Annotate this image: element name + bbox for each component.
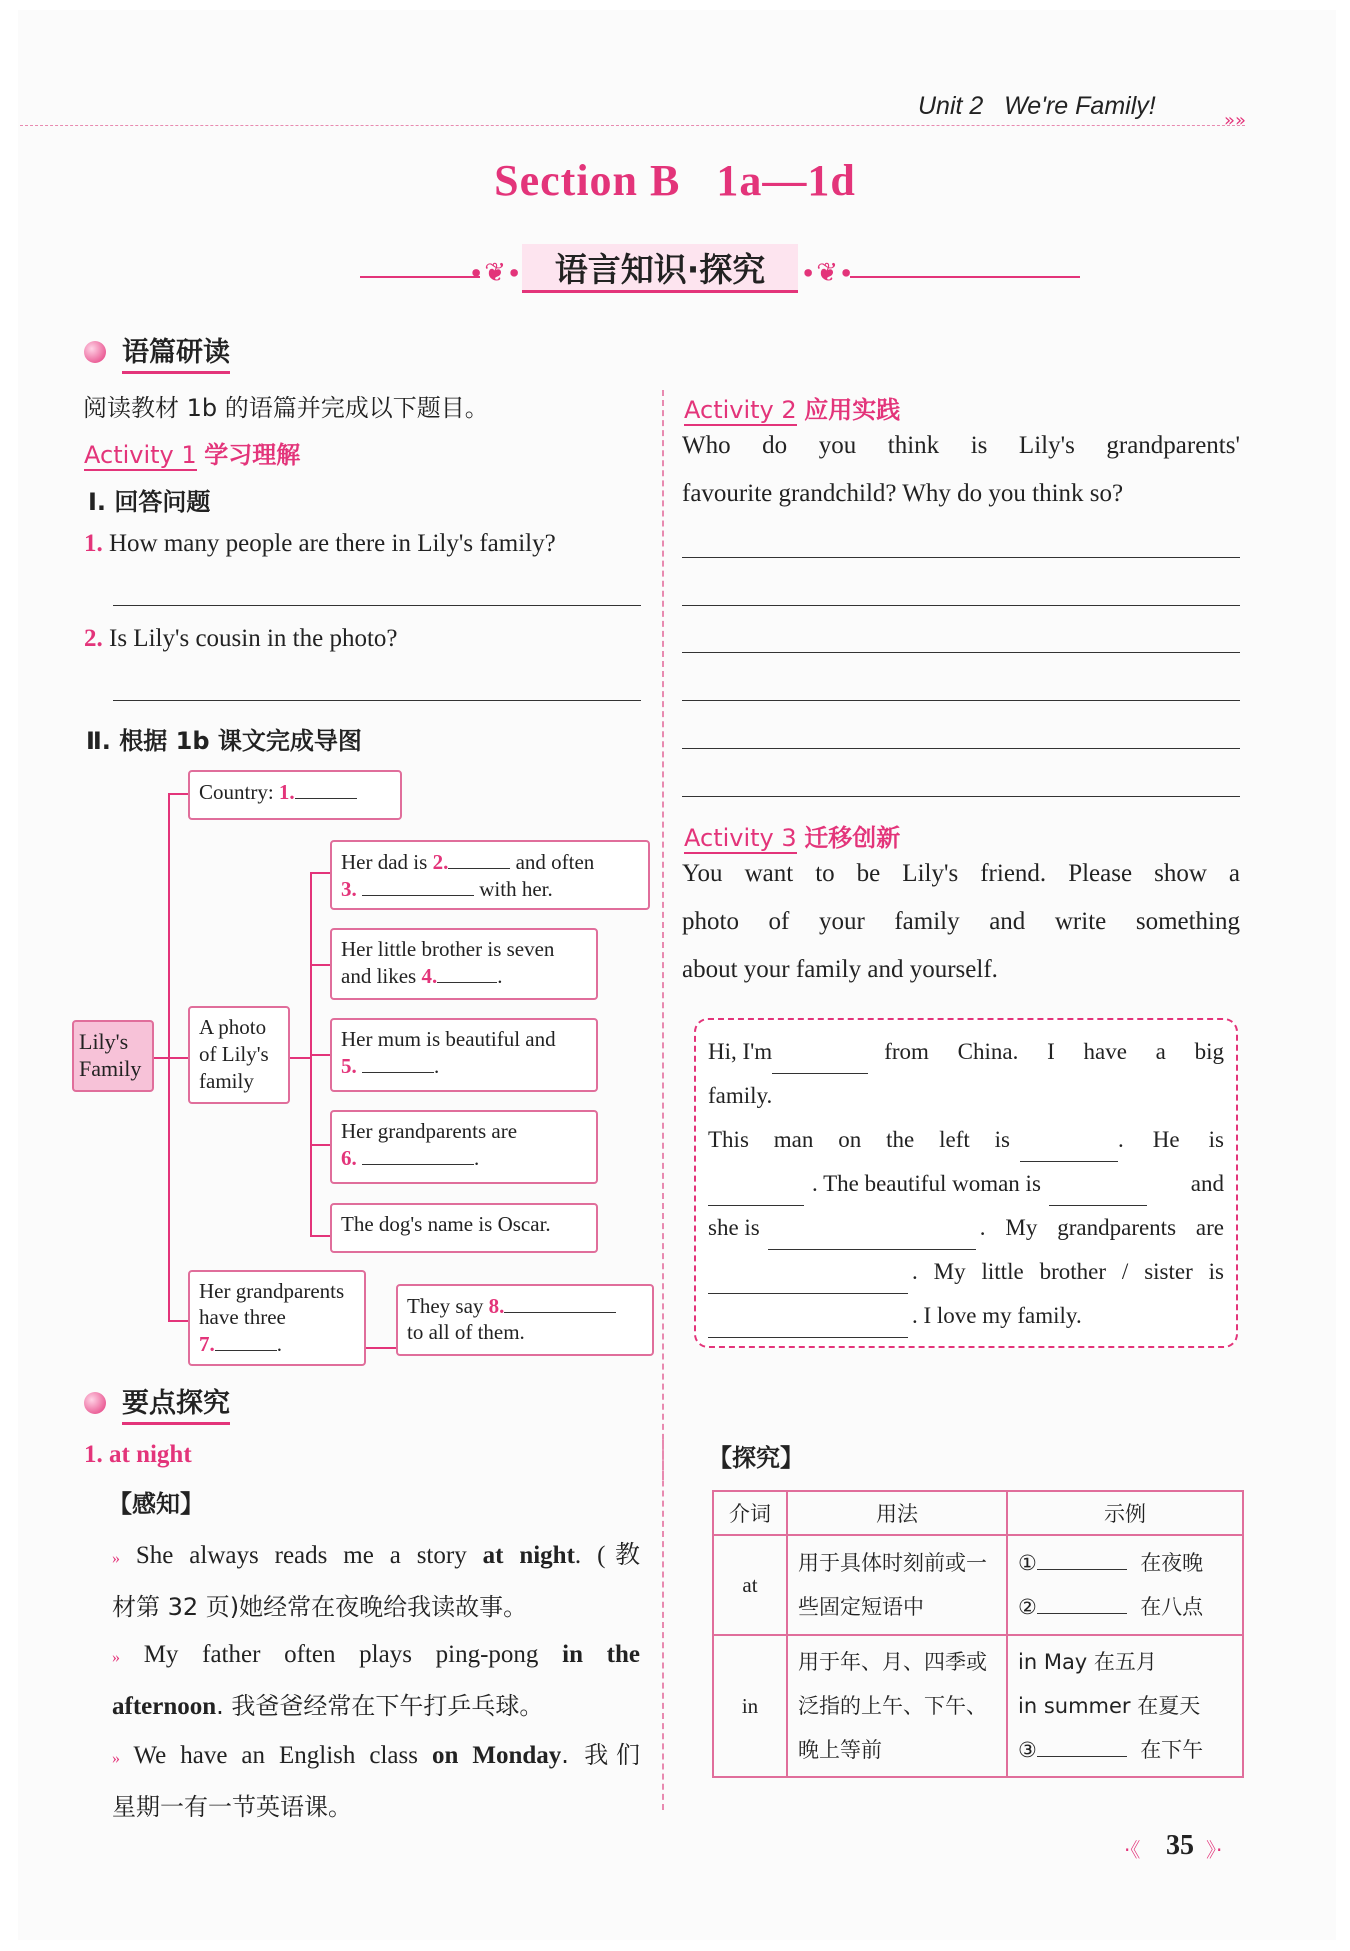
perceive-examples: » She always reads me a story at night. (教 材第 32 页)她经常在夜晚给我读故事。 » My father often plays ping-pong in the afternoon. 我爸爸经常在下午打乒乓球。 » We have an English class on Monday. 我们 星期一有一节英语课。: [112, 1542, 641, 1821]
blank-2[interactable]: [448, 848, 510, 869]
blank-sibling[interactable]: [708, 1294, 908, 1338]
question-1: 1. How many people are there in Lily's family?: [84, 530, 556, 557]
answer-line-q2[interactable]: [113, 700, 641, 701]
answer-line-a2-6[interactable]: [682, 796, 1240, 797]
banner-line-right: [850, 276, 1080, 278]
tree-sub-dog: [310, 1235, 330, 1237]
blank-1[interactable]: [295, 778, 357, 799]
td-at-usage: 用于具体时刻前或一些固定短语中: [787, 1535, 1007, 1635]
blank-man[interactable]: [1020, 1118, 1118, 1162]
mindmap-brother-box: Her little brother is seven and likes 4. .: [330, 928, 598, 1000]
tree-branch-country: [168, 793, 188, 795]
header-divider: [20, 125, 1245, 126]
blank-t2[interactable]: [1037, 1593, 1127, 1614]
activity1-heading: Activity 1 学习理解: [84, 441, 301, 469]
mindmap-say-box: They say 8. to all of them.: [396, 1284, 654, 1356]
blank-4[interactable]: [437, 962, 497, 983]
td-in-usage: 用于年、月、四季或泛指的上午、下午、晚上等前: [787, 1635, 1007, 1777]
td-in-example: in May 在五月 in summer 在夏天 ③ 在下午: [1007, 1635, 1243, 1777]
blank-7[interactable]: [215, 1330, 277, 1351]
banner-title: 语言知识·探究: [554, 250, 766, 289]
chevron-icon: »: [112, 1750, 120, 1767]
tree-sub-say: [366, 1347, 396, 1349]
blank-t3[interactable]: [1037, 1736, 1127, 1757]
double-chevron-icon: »»: [1224, 110, 1247, 131]
swirl-ornament-right-icon: ∙❦∙: [800, 258, 855, 288]
answer-line-a2-2[interactable]: [682, 605, 1240, 606]
mindmap-gp-box: Her grandparents are 6. .: [330, 1110, 598, 1184]
column-divider: [662, 390, 664, 1480]
swirl-ornament-left-icon: ∙❦∙: [468, 258, 523, 288]
section-bullet-icon-2: [84, 1392, 106, 1414]
answer-line-a2-5[interactable]: [682, 748, 1240, 749]
mindmap-root: Lily's Family: [72, 1020, 154, 1092]
running-header: Unit 2 We're Family!: [918, 92, 1156, 120]
th-prep: 介词: [713, 1491, 787, 1535]
tree-sub-mum: [310, 1054, 330, 1056]
answer-line-a2-1[interactable]: [682, 557, 1240, 558]
section-bullet-icon: [84, 341, 106, 363]
mindmap-dad-box: Her dad is 2. and often 3. with her.: [330, 840, 650, 910]
blank-3[interactable]: [362, 875, 474, 896]
perceive-label: 【感知】: [108, 1490, 204, 1518]
keypoint-1-title: 1. at night: [84, 1441, 192, 1468]
activity3-line2: photo of your family and write something: [682, 908, 1240, 935]
activity3-heading: Activity 3 迁移创新: [684, 824, 901, 852]
answer-line-a2-4[interactable]: [682, 700, 1240, 701]
mindmap-gp3-box: Her grandparents have three 7. .: [188, 1270, 366, 1366]
tree-sub-dad: [310, 872, 330, 874]
th-example: 示例: [1007, 1491, 1243, 1535]
answer-line-q1[interactable]: [113, 605, 641, 606]
tree-branch-photo: [290, 1057, 310, 1059]
blank-woman[interactable]: [1049, 1162, 1147, 1206]
blank-grandparents[interactable]: [708, 1250, 908, 1294]
activity2-heading: Activity 2 应用实践: [684, 396, 901, 424]
part1-title: Ⅰ. 回答问题: [88, 488, 211, 516]
page-ornament-left-icon: ·《: [1124, 1838, 1141, 1862]
keypoints-heading: 要点探究: [122, 1381, 230, 1425]
blank-name[interactable]: [772, 1030, 868, 1074]
blank-she[interactable]: [768, 1206, 976, 1250]
reading-heading: 语篇研读: [122, 330, 230, 374]
td-at: at: [713, 1535, 787, 1635]
tree-sub-brother: [310, 964, 330, 966]
mindmap-photo-box: A photo of Lily's family: [188, 1006, 290, 1104]
blank-5[interactable]: [362, 1052, 434, 1073]
mindmap-dog-box: The dog's name is Oscar.: [330, 1203, 598, 1253]
page-number: 35: [1166, 1830, 1194, 1861]
activity3-line3: about your family and yourself.: [682, 956, 998, 983]
tree-branch-gp: [168, 1320, 188, 1322]
page-ornament-right-icon: 》·: [1206, 1838, 1223, 1862]
blank-t1[interactable]: [1037, 1549, 1127, 1570]
activity3-line1: You want to be Lily's friend. Please show a: [682, 860, 1240, 887]
tree-sub-gp: [310, 1144, 330, 1146]
blank-he[interactable]: [708, 1162, 804, 1206]
explore-label: 【探究】: [708, 1444, 804, 1472]
mindmap-country-box: Country: 1.: [188, 770, 402, 820]
th-usage: 用法: [787, 1491, 1007, 1535]
blank-8[interactable]: [504, 1292, 616, 1313]
td-in: in: [713, 1635, 787, 1777]
banner-line-left: [360, 276, 480, 278]
activity2-question-line2: favourite grandchild? Why do you think so?: [682, 480, 1124, 507]
blank-6[interactable]: [362, 1144, 474, 1165]
td-at-example: ① 在夜晚 ② 在八点: [1007, 1535, 1243, 1635]
preposition-table: [712, 1490, 1244, 1778]
mindmap-mum-box: Her mum is beautiful and 5. .: [330, 1018, 598, 1092]
chevron-icon: »: [112, 1649, 120, 1666]
section-title: Section B 1a—1d: [494, 156, 856, 205]
column-divider-lower: [662, 1440, 664, 1810]
activity2-question-line1: Who do you think is Lily's grandparents': [682, 432, 1240, 459]
tree-branch-root: [152, 1057, 192, 1059]
writing-template: Hi, I'm from China. I have a big family. This man on the left is . He is . The beautiful woman is and she is . My grandparents are . My little brother / sister is . I love my family.: [708, 1030, 1224, 1338]
part2-title: Ⅱ. 根据 1b 课文完成导图: [86, 727, 362, 755]
answer-line-a2-3[interactable]: [682, 652, 1240, 653]
chevron-icon: »: [112, 1550, 120, 1567]
question-2: 2. Is Lily's cousin in the photo?: [84, 625, 398, 652]
reading-instruction: 阅读教材 1b 的语篇并完成以下题目。: [83, 394, 489, 422]
